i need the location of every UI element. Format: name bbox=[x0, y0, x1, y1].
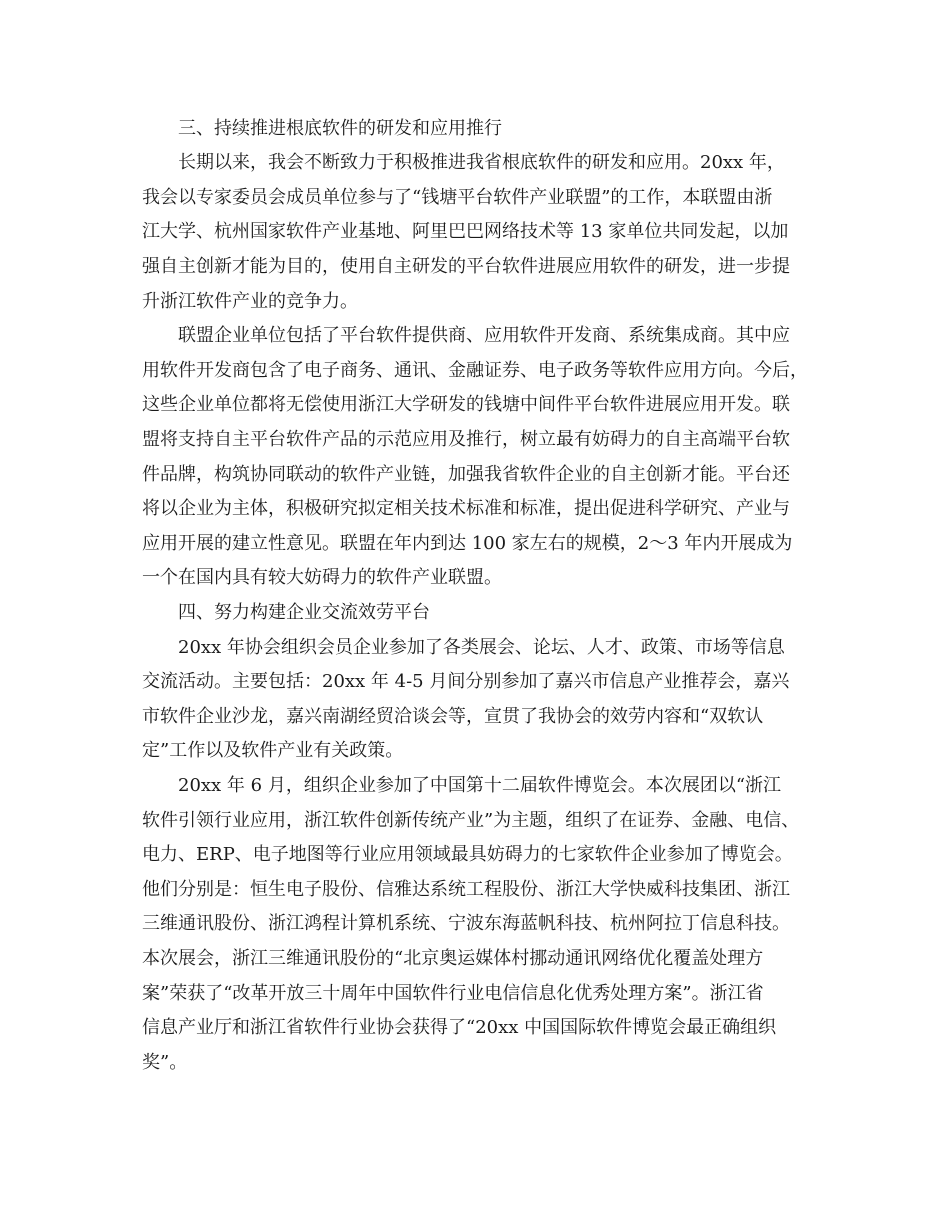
paragraph-line: 本次展会，浙江三维通讯股份的“北京奥运媒体村挪动通讯网络优化覆盖处理方 bbox=[142, 948, 764, 969]
paragraph-line: 一个在国内具有较大妨碍力的软件产业联盟。 bbox=[142, 567, 502, 588]
paragraph-line: 联盟企业单位包括了平台软件提供商、应用软件开发商、系统集成商。其中应 bbox=[178, 325, 790, 346]
paragraph-line: 定”工作以及软件产业有关政策。 bbox=[142, 740, 404, 761]
paragraph-line: 软件引领行业应用，浙江软件创新传统产业”为主题，组织了在证券、金融、电信、 bbox=[142, 810, 800, 831]
section-heading: 三、持续推进根底软件的研发和应用推行 bbox=[178, 118, 502, 139]
paragraph-line: 这些企业单位都将无偿使用浙江大学研发的钱塘中间件平台软件进展应用开发。联 bbox=[142, 394, 790, 415]
paragraph-line: 将以企业为主体，积极研究拟定相关技术标准和标准，提出促进科学研究、产业与 bbox=[142, 498, 790, 519]
paragraph-line: 交流活动。主要包括：20xx 年 4-5 月间分别参加了嘉兴市信息产业推荐会，嘉兴 bbox=[142, 671, 790, 692]
paragraph-line: 用软件开发商包含了电子商务、通讯、金融证券、电子政务等软件应用方向。今后， bbox=[142, 360, 808, 381]
paragraph-line: 我会以专家委员会成员单位参与了“钱塘平台软件产业联盟”的工作，本联盟由浙 bbox=[142, 187, 773, 208]
paragraph-line: 三维通讯股份、浙江鸿程计算机系统、宁波东海蓝帆科技、杭州阿拉丁信息科技。 bbox=[142, 913, 790, 934]
paragraph-line: 案”荣获了“改革开放三十周年中国软件行业电信信息化优秀处理方案”。浙江省 bbox=[142, 983, 764, 1004]
paragraph-line: 20xx 年 6 月，组织企业参加了中国第十二届软件博览会。本次展团以“浙江 bbox=[178, 775, 782, 796]
paragraph-line: 奖”。 bbox=[142, 1052, 188, 1073]
paragraph-line: 江大学、杭州国家软件产业基地、阿里巴巴网络技术等 13 家单位共同发起，以加 bbox=[142, 221, 789, 242]
paragraph-line: 他们分别是：恒生电子股份、信雅达系统工程股份、浙江大学快威科技集团、浙江 bbox=[142, 879, 790, 900]
paragraph-line: 20xx 年协会组织会员企业参加了各类展会、论坛、人才、政策、市场等信息 bbox=[178, 637, 785, 658]
paragraph-line: 强自主创新才能为目的，使用自主研发的平台软件进展应用软件的研发，进一步提 bbox=[142, 256, 790, 277]
paragraph-line: 长期以来，我会不断致力于积极推进我省根底软件的研发和应用。20xx 年， bbox=[178, 152, 785, 173]
paragraph-line: 盟将支持自主平台软件产品的示范应用及推行，树立最有妨碍力的自主高端平台软 bbox=[142, 429, 790, 450]
paragraph-line: 电力、ERP、电子地图等行业应用领域最具妨碍力的七家软件企业参加了博览会。 bbox=[142, 844, 793, 865]
section-heading: 四、努力构建企业交流效劳平台 bbox=[178, 602, 430, 623]
paragraph-line: 应用开展的建立性意见。联盟在年内到达 100 家左右的规模，2～3 年内开展成为 bbox=[142, 533, 793, 554]
paragraph-line: 件品牌，构筑协同联动的软件产业链，加强我省软件企业的自主创新才能。平台还 bbox=[142, 464, 790, 485]
paragraph-line: 市软件企业沙龙，嘉兴南湖经贸洽谈会等，宣贯了我协会的效劳内容和“双软认 bbox=[142, 706, 764, 727]
paragraph-line: 升浙江软件产业的竞争力。 bbox=[142, 291, 358, 312]
paragraph-line: 信息产业厅和浙江省软件行业协会获得了“20xx 中国国际软件博览会最正确组织 bbox=[142, 1017, 777, 1038]
